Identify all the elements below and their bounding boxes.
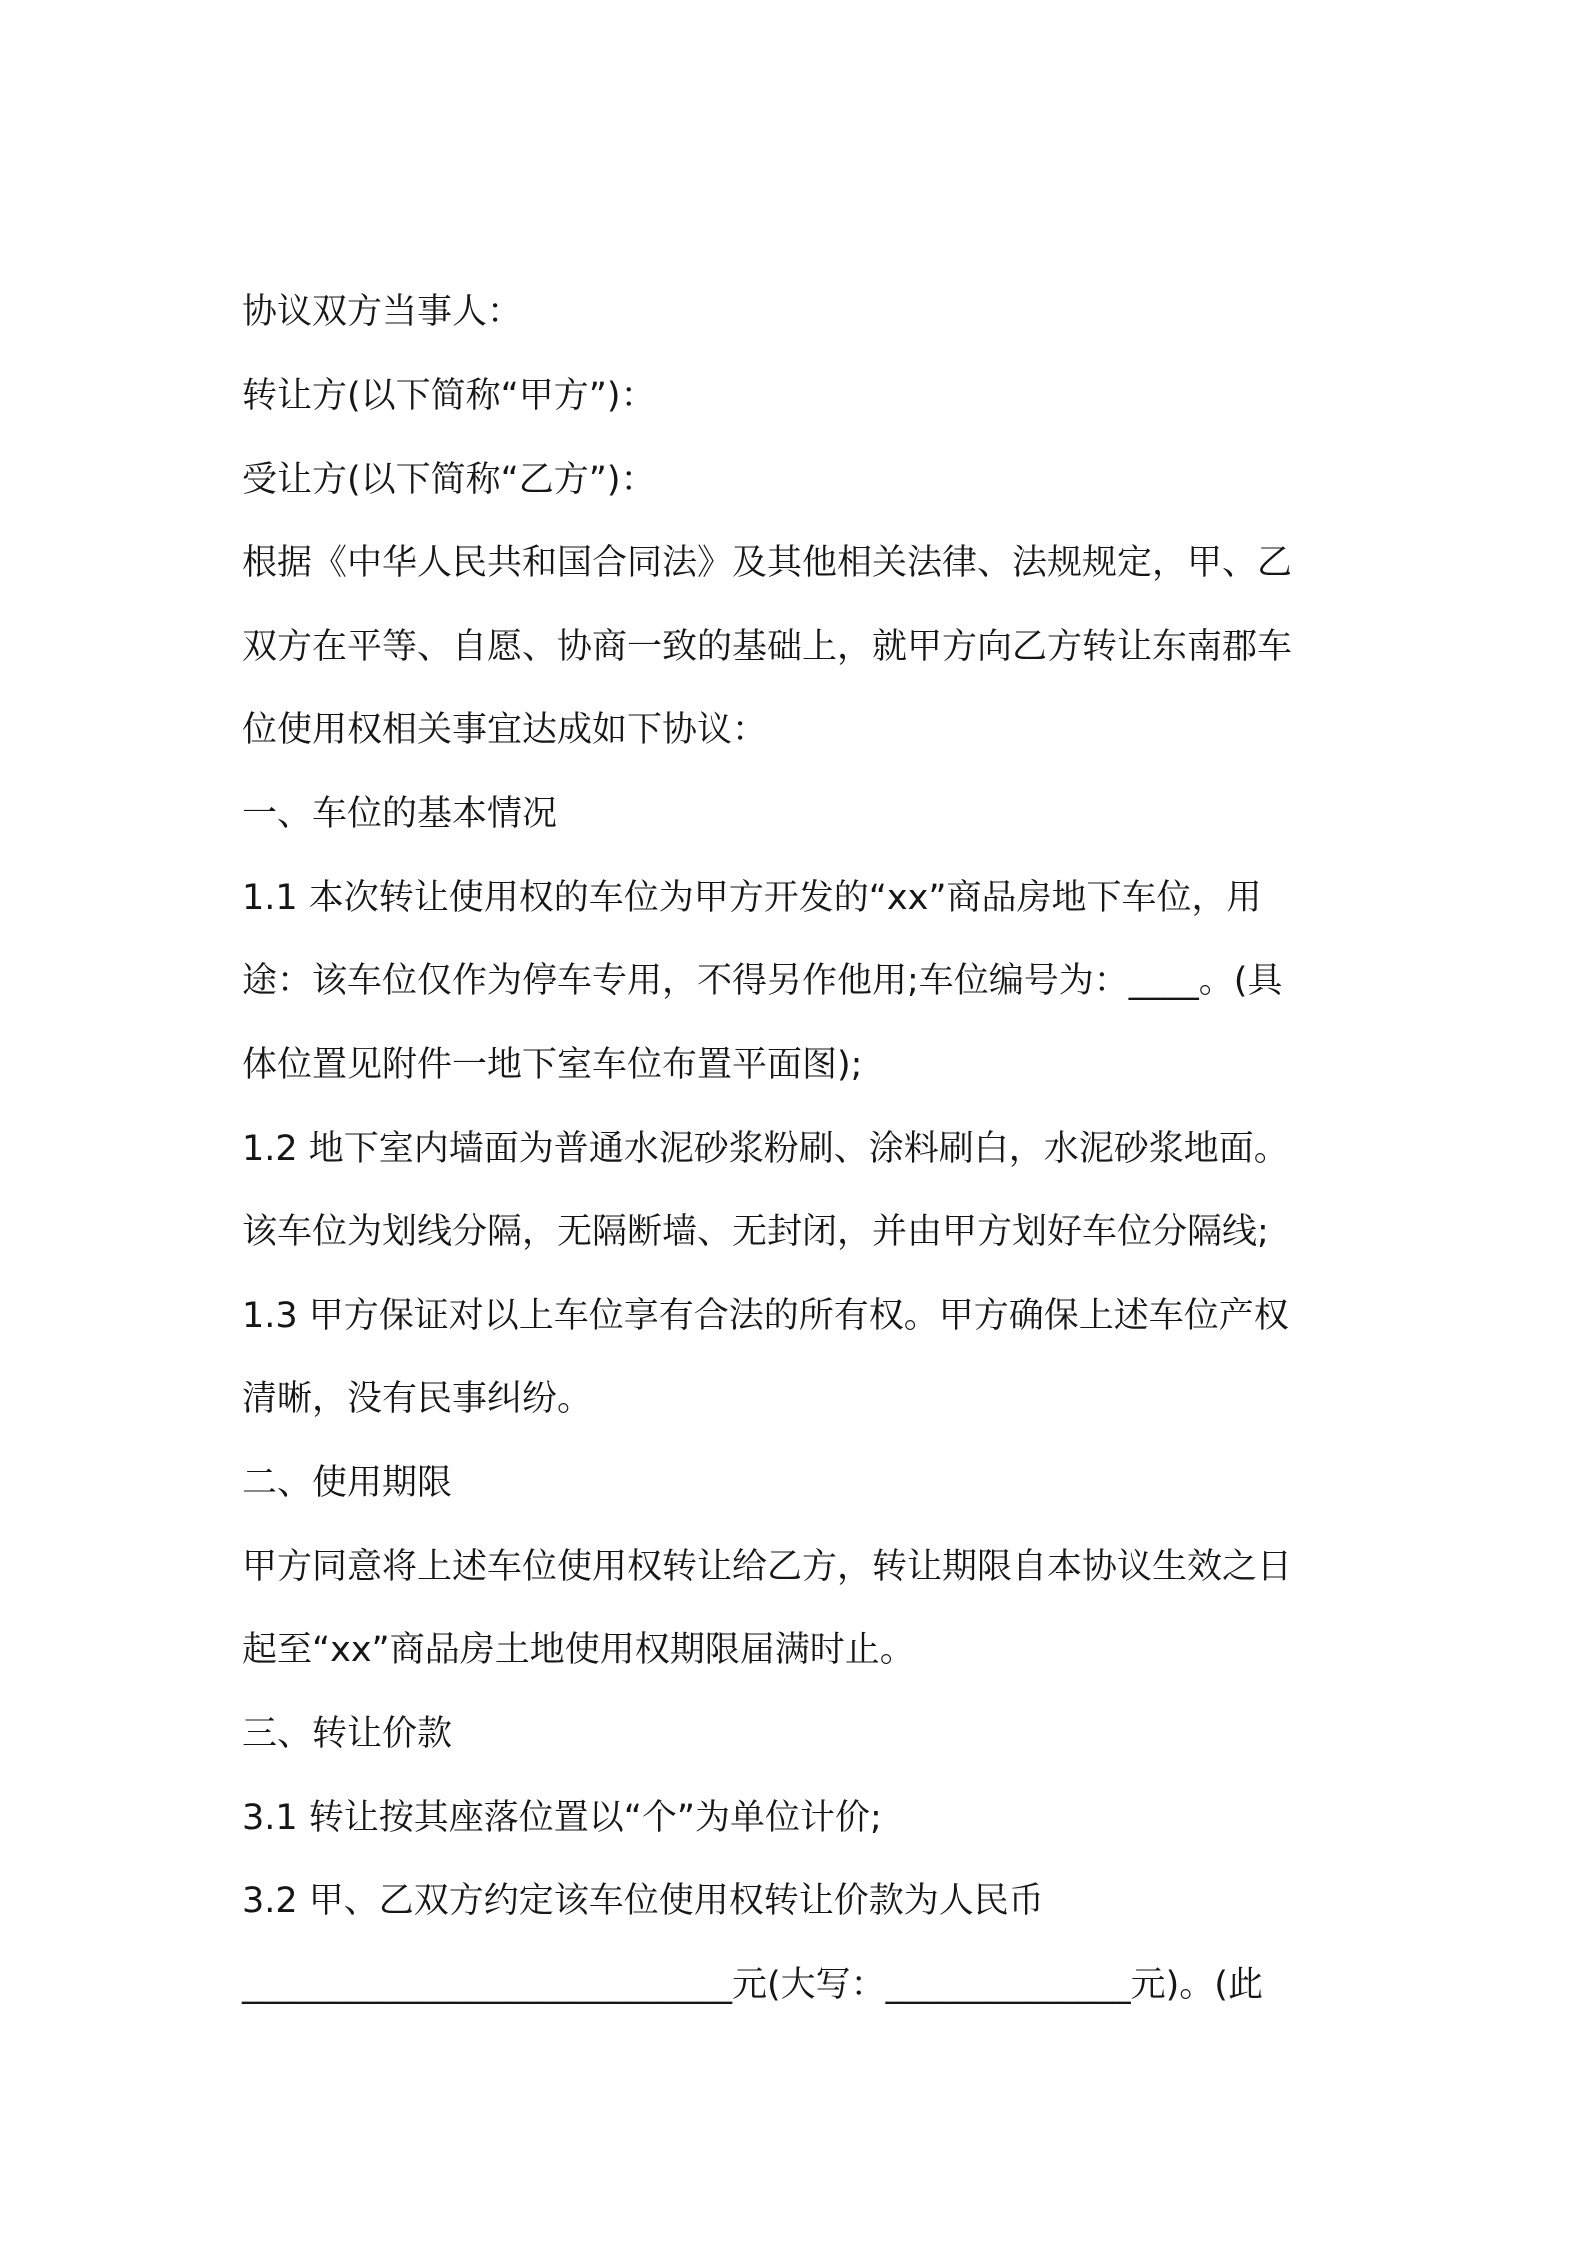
term-paragraph-line-2: 起至“xx”商品房土地使用权期限届满时止。 — [242, 1630, 915, 1670]
section-2-heading: 二、使用期限 — [242, 1463, 453, 1503]
basis-paragraph-line-1: 根据《中华人民共和国合同法》及其他相关法律、法规规定，甲、乙 — [242, 543, 1293, 583]
clause-3-1: 3.1 转让按其座落位置以“个”为单位计价; — [242, 1798, 882, 1838]
clause-1-1-line-2: 途：该车位仅作为停车专用，不得另作他用;车位编号为：____。(具 — [242, 961, 1283, 1001]
clause-1-3-line-1: 1.3 甲方保证对以上车位享有合法的所有权。甲方确保上述车位产权 — [242, 1296, 1289, 1336]
clause-1-1-line-3: 体位置见附件一地下室车位布置平面图); — [242, 1045, 863, 1085]
term-paragraph-line-1: 甲方同意将上述车位使用权转让给乙方，转让期限自本协议生效之日 — [242, 1547, 1293, 1587]
section-3-heading: 三、转让价款 — [242, 1714, 453, 1754]
clause-3-2-line-2: ____________________________元(大写：______________元)。(此 — [242, 1965, 1263, 2005]
parties-heading: 协议双方当事人： — [242, 292, 523, 332]
section-1-heading: 一、车位的基本情况 — [242, 794, 558, 834]
clause-1-2-line-2: 该车位为划线分隔，无隔断墙、无封闭，并由甲方划好车位分隔线; — [242, 1212, 1269, 1252]
transferee-line: 受让方(以下简称“乙方”)： — [242, 460, 656, 500]
clause-3-2-line-1: 3.2 甲、乙双方约定该车位使用权转让价款为人民币 — [242, 1881, 1044, 1921]
clause-1-2-line-1: 1.2 地下室内墙面为普通水泥砂浆粉刷、涂料刷白，水泥砂浆地面。 — [242, 1129, 1289, 1169]
transferor-line: 转让方(以下简称“甲方”)： — [242, 376, 656, 416]
clause-1-3-line-2: 清晰，没有民事纠纷。 — [242, 1379, 593, 1419]
clause-1-1-line-1: 1.1 本次转让使用权的车位为甲方开发的“xx”商品房地下车位，用 — [242, 878, 1262, 918]
basis-paragraph-line-3: 位使用权相关事宜达成如下协议： — [242, 710, 768, 750]
basis-paragraph-line-2: 双方在平等、自愿、协商一致的基础上，就甲方向乙方转让东南郡车 — [242, 627, 1293, 667]
